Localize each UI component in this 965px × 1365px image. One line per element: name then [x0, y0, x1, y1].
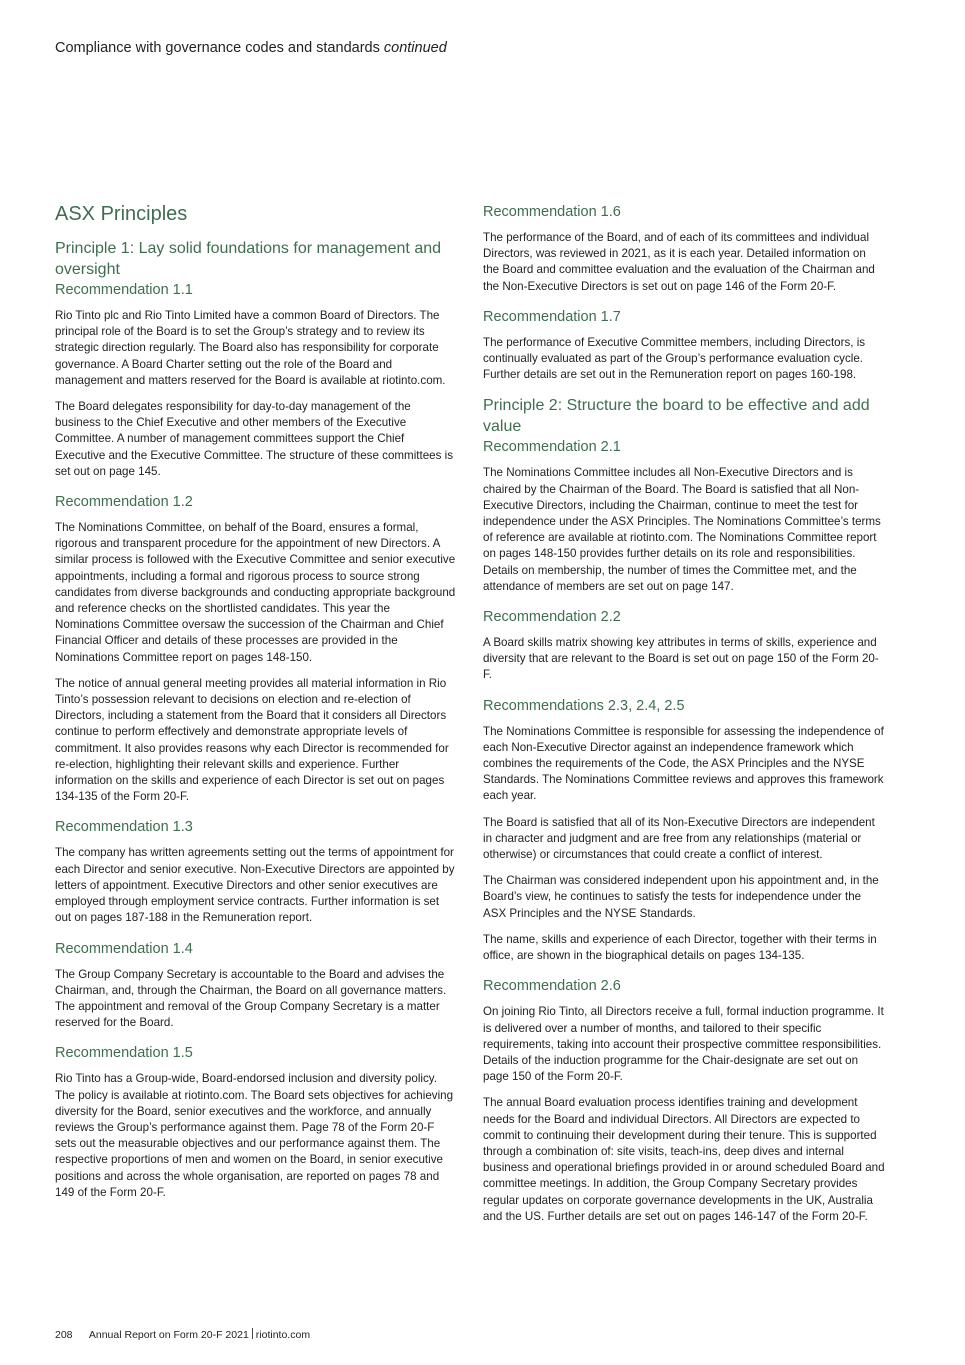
paragraph: The annual Board evaluation process identifies training and development needs for the Board and individual Directors. All Directors are expected to commit to continuing their development during their tenure. This is supported through a combination of: site visits, teach-ins, deep dives and internal business and operational briefings provided in or around scheduled Board and committee meetings. In addition, the Group Company Secretary provides regular updates on corporate governance developments in the UK, Australia and the US. Further details are set out on pages 146-147 of the Form 20-F. [483, 1096, 885, 1223]
left-column [55, 200, 457, 1213]
recommendation-2-2 [483, 607, 885, 684]
paragraph: The Group Company Secretary is accountable to the Board and advises the Chairman, and, through the Chairman, the Board on all governance matters. The appointment and removal of the Group Company Secretary is a matter reserved for the Board. [55, 967, 447, 1030]
principle-2-heading: Principle 2: Structure the board to be effective and add value [483, 397, 870, 436]
rec-2-1-title: Recommendation 2.1 [483, 439, 621, 456]
header-title: Compliance with governance codes and standards [55, 40, 380, 56]
page-footer [55, 1328, 310, 1341]
paragraph: The Nominations Committee, on behalf of the Board, ensures a formal, rigorous and transparent procedure for the appointment of new Directors. A similar process is followed with the Executive Committee and senior executive appointments, including a formal and rigorous process to source strong candidates from diverse backgrounds and conducting appropriate background and reference checks on the shortlisted candidates. This year the Nominations Committee oversaw the succession of the Chairman and Chief Financial Officer and details of these processes are provided in the Nominations Committee report on pages 148-150. [55, 521, 456, 664]
running-header [55, 40, 447, 56]
rec-1-1-title: Recommendation 1.1 [55, 282, 193, 298]
paragraph: The Nominations Committee is responsible for assessing the independence of each Non-Executive Director against an independence framework which combines the requirements of the Code, the ASX Principles and the NYSE Standards. The Nominations Committee reviews and approves this framework each year. [483, 724, 884, 803]
rec-1-2-title: Recommendation 1.2 [55, 494, 193, 511]
rec-2-2-title: Recommendation 2.2 [483, 609, 621, 626]
rec-1-6-title: Recommendation 1.6 [483, 204, 621, 220]
recommendation-2-6 [483, 976, 885, 1225]
paragraph: The name, skills and experience of each Director, together with their terms in office, are shown in the biographical details on pages 134-135. [483, 932, 877, 963]
paragraph: On joining Rio Tinto, all Directors receive a full, formal induction programme. It is delivered over a number of months, and tailored to their specific requirements, taking into account their prospective committee responsibilities. Details of the induction programme for the Chair-designate are set out on page 150 of the Form 20-F. [483, 1005, 884, 1084]
recommendation-1-6 [483, 202, 885, 295]
rec-1-5-title: Recommendation 1.5 [55, 1045, 193, 1062]
recommendation-1-3 [55, 817, 457, 926]
footer-divider [252, 1328, 253, 1339]
paragraph: The Nominations Committee includes all Non-Executive Directors and is chaired by the Chairman of the Board. The Board is satisfied that all Non-Executive Directors, including the Chairman, continue to meet the test for independence under the ASX Principles. The Nominations Committee’s terms of reference are available at riotinto.com. The Nominations Committee report on pages 148-150 provides further details on its role and responsibilities. Details on membership, the number of times the Committee met, and the attendance of members are set out on page 147. [483, 466, 881, 593]
rec-2-3-title: Recommendations 2.3, 2.4, 2.5 [483, 697, 685, 714]
paragraph: The performance of the Board, and of each of its committees and individual Directors, was reviewed in 2021, as it is each year. Detailed information on the Board and committee evaluation and the evaluation of the Chairman and the Non-Executive Directors is set out on page 146 of the Form 20-F. [483, 231, 875, 293]
recommendation-2-1 [483, 437, 885, 595]
paragraph: A Board skills matrix showing key attributes in terms of skills, experience and diversity that are relevant to the Board is set out on page 150 of the Form 20-F. [483, 636, 879, 682]
rec-1-3-title: Recommendation 1.3 [55, 819, 193, 836]
recommendations-2-3-2-5 [483, 696, 885, 965]
paragraph: Rio Tinto plc and Rio Tinto Limited have a common Board of Directors. The principal role of the Board is to set the Group’s strategy and to review its strategic direction regularly. The Board also has responsibility for corporate governance. A Board Charter setting out the role of the Board and management and matters reserved for the Board is available at riotinto.com. [55, 309, 446, 387]
section-title: ASX Principles [55, 203, 188, 225]
paragraph: The notice of annual general meeting provides all material information in Rio Tinto’s possession relevant to decisions on election and re-election of Directors, including a statement from the Board that it considers all Directors continue to perform effectively and demonstrate appropriate levels of commitment. It also provides reasons why each Director is recommended for re-election, highlighting their relevant skills and experience. Further information on the skills and experience of each Director is set out on pages 134-135 of the Form 20-F. [55, 676, 449, 804]
page-number: 208 [55, 1329, 73, 1341]
rec-1-7-title: Recommendation 1.7 [483, 308, 621, 325]
recommendation-1-4 [55, 939, 457, 1032]
recommendation-1-7 [483, 307, 885, 384]
recommendation-1-2 [55, 492, 457, 805]
right-column [483, 202, 885, 1237]
paragraph: The Board is satisfied that all of its Non-Executive Directors are independent in character and judgment and are free from any relationships (material or otherwise) or circumstances that could create a conflict of interest. [483, 815, 875, 862]
paragraph: The Board delegates responsibility for day-to-day management of the business to the Chief Executive and other members of the Executive Committee. A number of management committees support the Chief Executive and the Executive Committee. The structure of these committees is set out on page 145. [55, 400, 454, 478]
recommendation-1-1 [55, 280, 457, 480]
rec-2-6-title: Recommendation 2.6 [483, 978, 621, 995]
paragraph: The Chairman was considered independent upon his appointment and, in the Board’s view, he continues to satisfy the tests for independence under the ASX Principles and the NYSE Standards. [483, 874, 879, 920]
footer-site-link[interactable]: riotinto.com [255, 1329, 311, 1341]
report-name: Annual Report on Form 20-F 2021 [88, 1329, 249, 1341]
header-suffix: continued [383, 40, 447, 56]
paragraph: The company has written agreements setting out the terms of appointment for each Director and senior executive. Non-Executive Directors are appointed by letters of appointment. Executive Directors and other senior executives are employed through employment service contracts. Further information is set out on pages 187-188 in the Remuneration report. [55, 846, 455, 925]
paragraph: Rio Tinto has a Group-wide, Board-endorsed inclusion and diversity policy. The policy is available at riotinto.com. The Board sets objectives for achieving diversity for the Board, senior executives and the workforce, and annually reviews the Group’s performance against them. Page 78 of the Form 20-F sets out the measurable objectives and our performance against them. The respective proportions of men and women on the Board, in senior executive positions and across the whole organisation, are reported on pages 78 and 149 of the Form 20-F. [55, 1072, 454, 1199]
principle-1-heading: Principle 1: Lay solid foundations for management and oversight [55, 240, 442, 278]
recommendation-1-5 [55, 1043, 457, 1201]
paragraph: The performance of Executive Committee members, including Directors, is continually evaluated as part of the Group’s performance evaluation cycle. Further details are set out in the Remuneration report on pages 160-198. [483, 335, 866, 382]
rec-1-4-title: Recommendation 1.4 [55, 940, 193, 957]
